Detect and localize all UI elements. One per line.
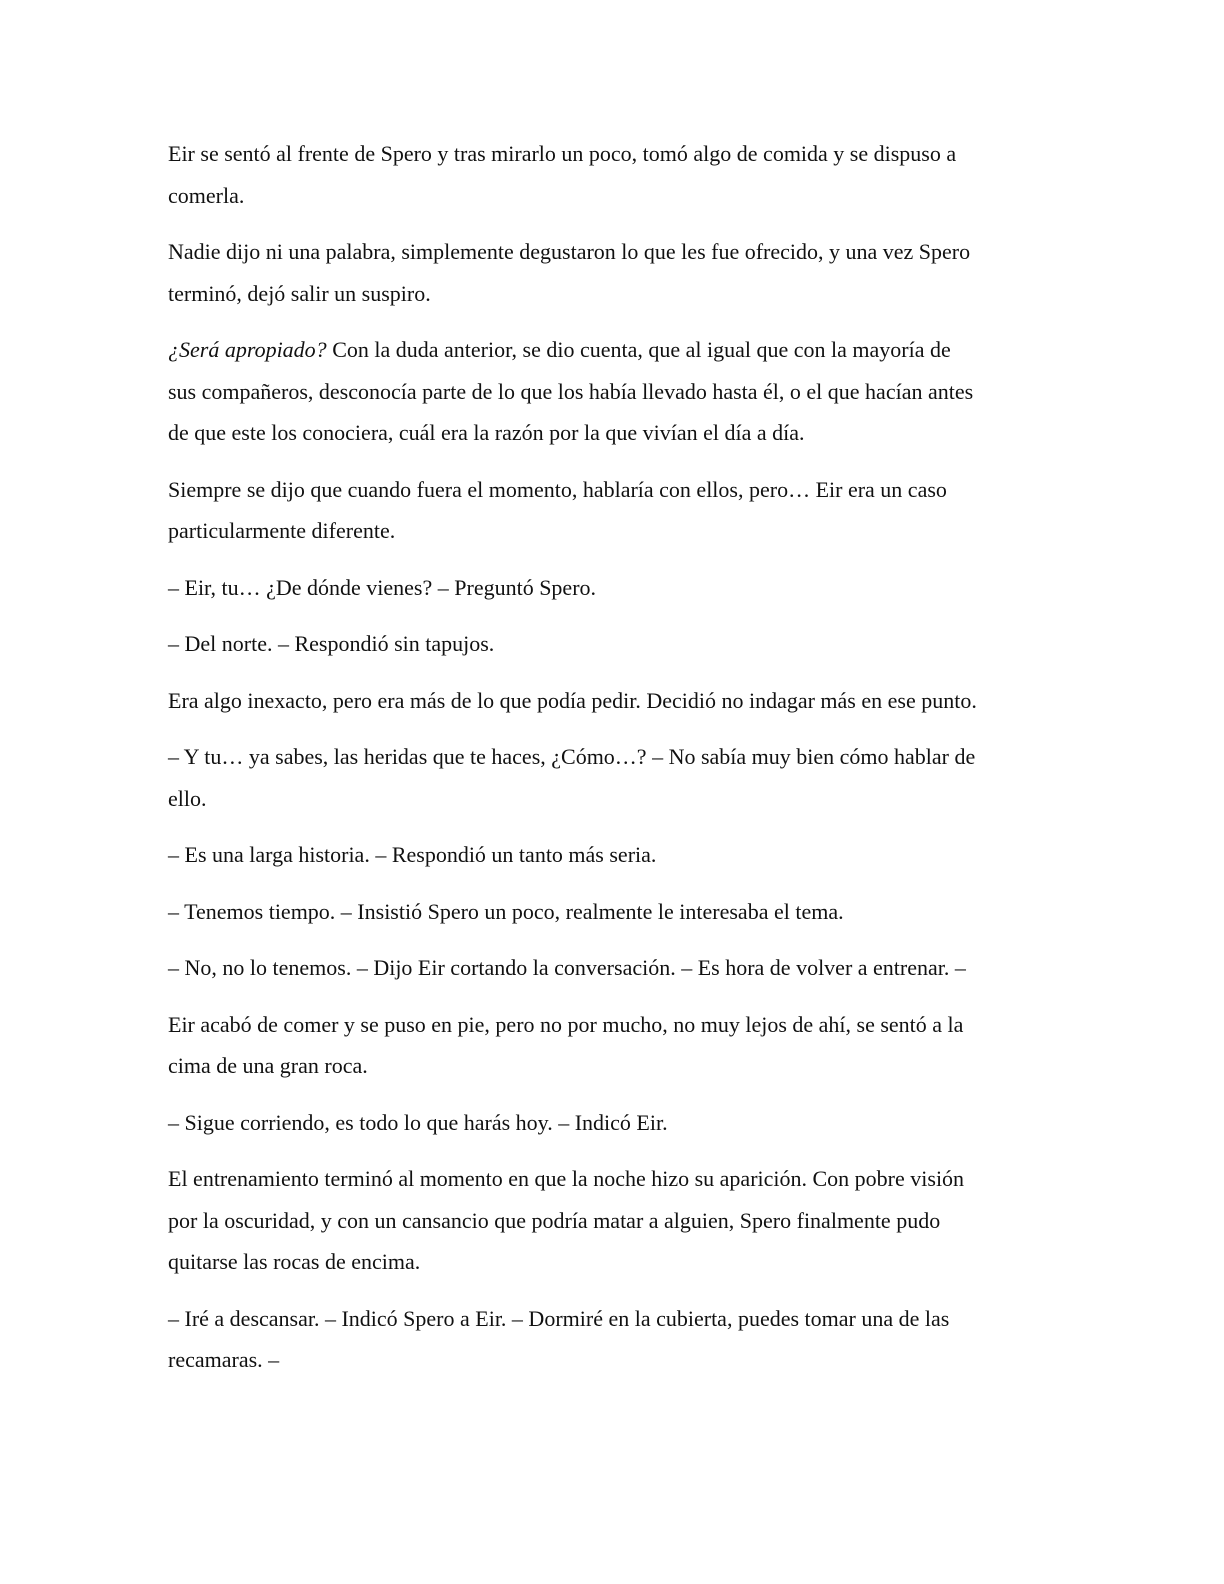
text-line: de que este los conociera, cuál era la razón por la que vivían el día a día. — [168, 420, 805, 445]
text-line: – Eir, tu… ¿De dónde vienes? – Preguntó Spero. — [168, 574, 597, 600]
paragraph — [168, 329, 1048, 454]
paragraph — [168, 680, 1048, 722]
paragraph — [168, 133, 1048, 216]
text-line: – Tenemos tiempo. – Insistió Spero un poco, realmente le interesaba el tema. — [168, 898, 844, 924]
paragraph — [168, 947, 1048, 989]
text-line: Siempre se dijo que cuando fuera el momento, hablaría con ellos, pero… Eir era un caso — [168, 476, 947, 502]
text-line: recamaras. – — [168, 1347, 280, 1372]
text-line: – No, no lo tenemos. – Dijo Eir cortando la conversación. – Es hora de volver a entrenar. – — [168, 955, 966, 980]
text-line: – Iré a descansar. – Indicó Spero a Eir. – Dormiré en la cubierta, puedes tomar una de las — [168, 1305, 950, 1331]
text-line: Eir se sentó al frente de Spero y tras mirarlo un poco, tomó algo de comida y se dispuso a — [168, 141, 957, 166]
paragraph — [168, 834, 1048, 876]
document-page — [168, 133, 1048, 1396]
paragraph — [168, 567, 1048, 609]
text-line: por la oscuridad, y con un cansancio que podría matar a alguien, Spero finalmente pudo — [168, 1207, 941, 1233]
italic-thought: ¿Será apropiado? — [168, 337, 327, 362]
paragraph — [168, 623, 1048, 665]
text-line: particularmente diferente. — [168, 518, 396, 543]
text-line: – Del norte. – Respondió sin tapujos. — [168, 631, 495, 656]
paragraph — [168, 1004, 1048, 1087]
paragraph — [168, 736, 1048, 819]
paragraph — [168, 1158, 1048, 1283]
paragraph — [168, 469, 1048, 552]
paragraph — [168, 1102, 1048, 1144]
text-line: – Es una larga historia. – Respondió un tanto más seria. — [168, 842, 657, 867]
paragraph — [168, 231, 1048, 314]
text-line: Eir acabó de comer y se puso en pie, pero no por mucho, no muy lejos de ahí, se sentó a la — [168, 1011, 964, 1037]
text-line: ello. — [168, 785, 207, 811]
text-line: comerla. — [168, 182, 245, 208]
text-line: Nadie dijo ni una palabra, simplemente degustaron lo que les fue ofrecido, y una vez Spero — [168, 239, 971, 264]
text-line: cima de una gran roca. — [168, 1053, 368, 1078]
paragraph — [168, 891, 1048, 933]
text-line: terminó, dejó salir un suspiro. — [168, 280, 431, 306]
text-segment: Con la duda anterior, se dio cuenta, que al igual que con la mayoría de — [326, 337, 951, 362]
text-line: – Y tu… ya sabes, las heridas que te haces, ¿Cómo…? – No sabía muy bien cómo hablar de — [168, 744, 976, 769]
text-line — [168, 329, 1048, 371]
paragraph — [168, 1298, 1048, 1381]
text-line: quitarse las rocas de encima. — [168, 1249, 421, 1274]
text-line: – Sigue corriendo, es todo lo que harás hoy. – Indicó Eir. — [168, 1109, 668, 1135]
text-line: sus compañeros, desconocía parte de lo que los había llevado hasta él, o el que hacían antes — [168, 378, 974, 404]
text-line: El entrenamiento terminó al momento en que la noche hizo su aparición. Con pobre visión — [168, 1166, 965, 1191]
text-line: Era algo inexacto, pero era más de lo que podía pedir. Decidió no indagar más en ese punto. — [168, 687, 977, 713]
